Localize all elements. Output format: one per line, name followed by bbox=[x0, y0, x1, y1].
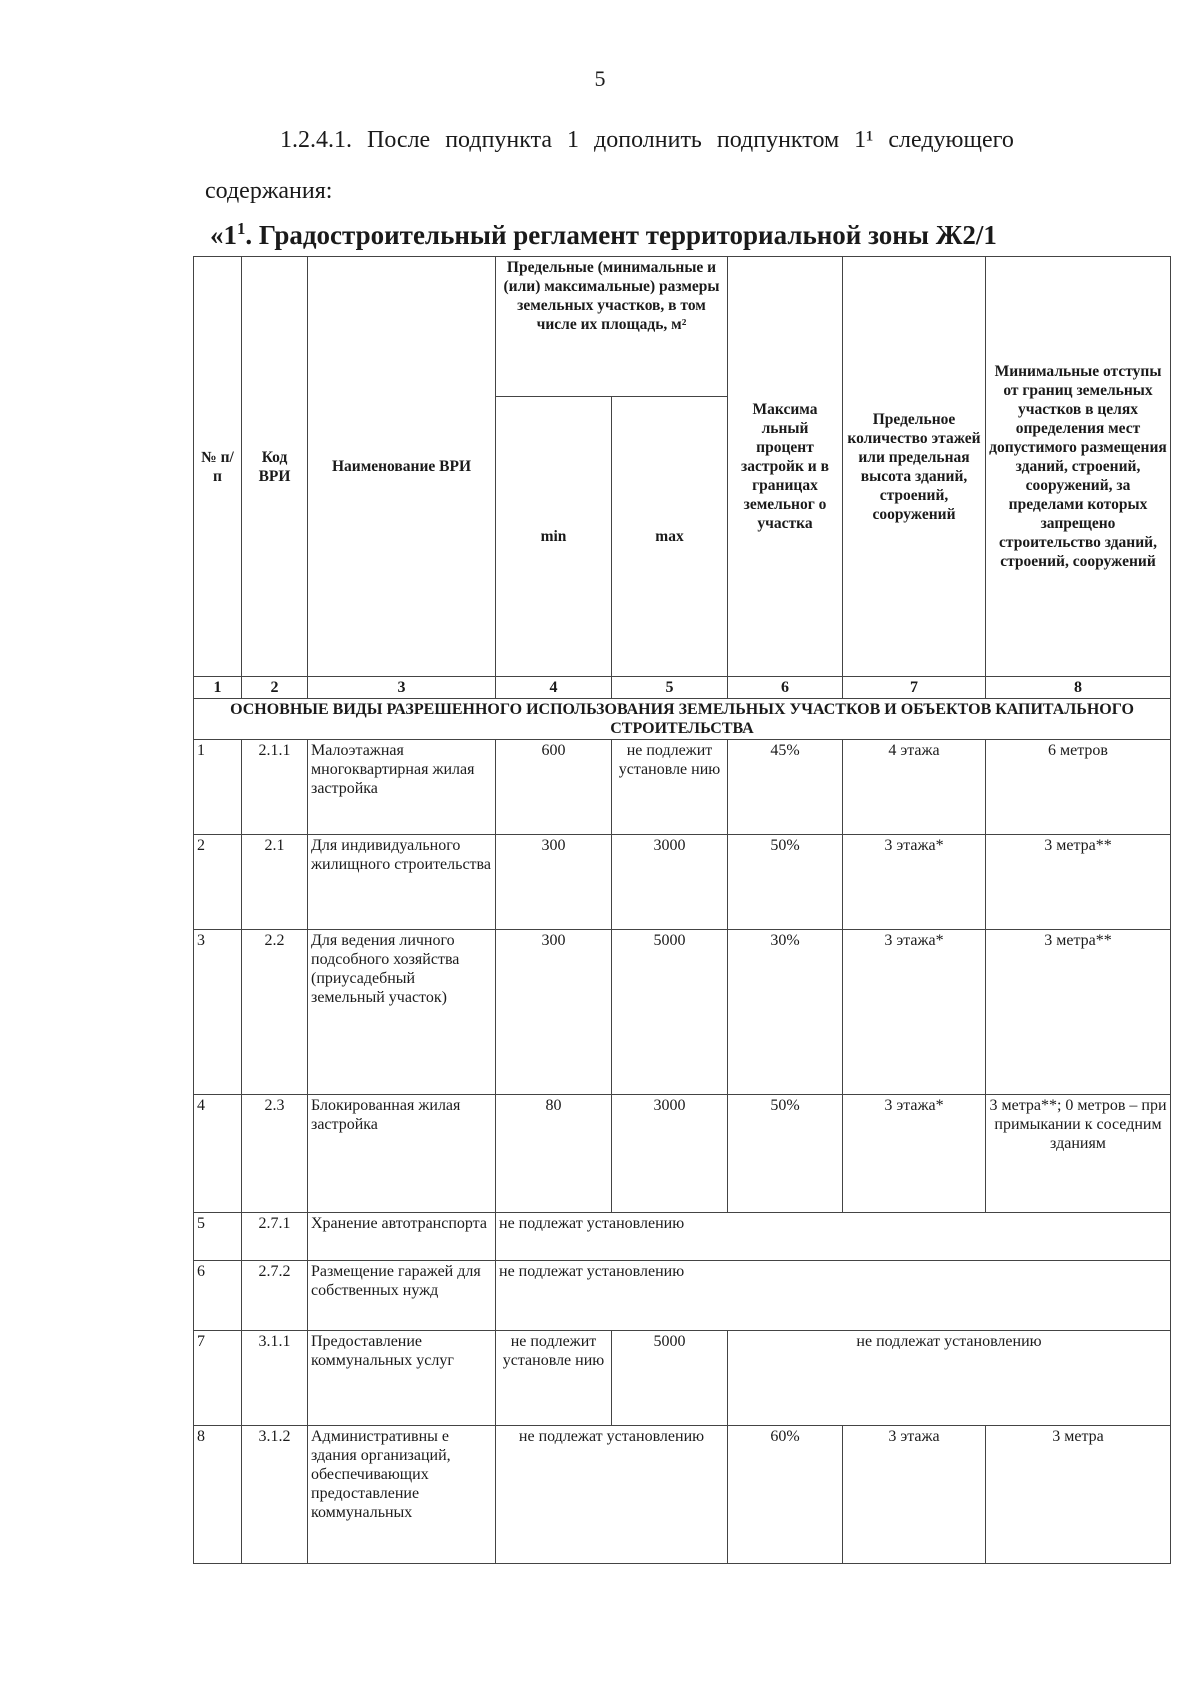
cell-num: 3 bbox=[194, 930, 242, 1095]
cell-max: 3000 bbox=[612, 835, 728, 930]
column-number: 4 bbox=[496, 677, 612, 699]
table-row bbox=[194, 1213, 1171, 1261]
regulation-table bbox=[193, 256, 1171, 1564]
cell-min: не подлежит установле нию bbox=[496, 1331, 612, 1426]
cell-num: 7 bbox=[194, 1331, 242, 1426]
cell-name: Для индивидуального жилищного строительства bbox=[308, 835, 496, 930]
cell-floors: 3 этажа* bbox=[843, 835, 986, 930]
cell-merged-value: не подлежат установлению bbox=[728, 1331, 1171, 1426]
cell-num: 8 bbox=[194, 1426, 242, 1564]
cell-floors: 3 этажа bbox=[843, 1426, 986, 1564]
cell-min: 300 bbox=[496, 930, 612, 1095]
heading-superscript: 1 bbox=[237, 219, 246, 238]
cell-floors: 4 этажа bbox=[843, 740, 986, 835]
cell-setback: 3 метра bbox=[986, 1426, 1171, 1564]
cell-code: 3.1.2 bbox=[242, 1426, 308, 1564]
cell-setback: 3 метра**; 0 метров – при примыкании к соседним зданиям bbox=[986, 1095, 1171, 1213]
table-row bbox=[194, 1261, 1171, 1331]
table-row bbox=[194, 930, 1171, 1095]
cell-name: Хранение автотранспорта bbox=[308, 1213, 496, 1261]
cell-name: Размещение гаражей для собственных нужд bbox=[308, 1261, 496, 1331]
intro-paragraph: 1.2.4.1. После подпункта 1 дополнить подпунктом 1¹ следующего bbox=[280, 127, 1014, 153]
cell-name: Малоэтажная многоквартирная жилая застройка bbox=[308, 740, 496, 835]
cell-name: Блокированная жилая застройка bbox=[308, 1095, 496, 1213]
cell-num: 5 bbox=[194, 1213, 242, 1261]
cell-percent: 60% bbox=[728, 1426, 843, 1564]
intro-paragraph-continuation: содержания: bbox=[205, 178, 333, 204]
cell-minmax-merged: не подлежат установлению bbox=[496, 1426, 728, 1564]
cell-max: 5000 bbox=[612, 1331, 728, 1426]
cell-floors: 3 этажа* bbox=[843, 1095, 986, 1213]
header-size-group: Предельные (минимальные и (или) максимальные) размеры земельных участков, в том числе их площадь, м² bbox=[496, 257, 728, 397]
section-row bbox=[194, 699, 1171, 740]
cell-name: Для ведения личного подсобного хозяйства (приусадебный земельный участок) bbox=[308, 930, 496, 1095]
cell-num: 2 bbox=[194, 835, 242, 930]
column-number: 6 bbox=[728, 677, 843, 699]
cell-code: 2.7.2 bbox=[242, 1261, 308, 1331]
cell-percent: 30% bbox=[728, 930, 843, 1095]
header-code: Код ВРИ bbox=[242, 257, 308, 677]
cell-percent: 45% bbox=[728, 740, 843, 835]
cell-max: не подлежит установле нию bbox=[612, 740, 728, 835]
header-percent: Максима льный процент застройк и в границах земельног о участка bbox=[728, 257, 843, 677]
table-row bbox=[194, 835, 1171, 930]
cell-min: 600 bbox=[496, 740, 612, 835]
cell-code: 2.1.1 bbox=[242, 740, 308, 835]
cell-percent: 50% bbox=[728, 1095, 843, 1213]
header-num: № п/п bbox=[194, 257, 242, 677]
page-number: 5 bbox=[594, 66, 606, 91]
cell-setback: 6 метров bbox=[986, 740, 1171, 835]
column-number: 5 bbox=[612, 677, 728, 699]
header-name: Наименование ВРИ bbox=[308, 257, 496, 677]
cell-num: 6 bbox=[194, 1261, 242, 1331]
cell-code: 2.3 bbox=[242, 1095, 308, 1213]
cell-setback: 3 метра** bbox=[986, 930, 1171, 1095]
cell-max: 5000 bbox=[612, 930, 728, 1095]
column-number: 7 bbox=[843, 677, 986, 699]
cell-code: 2.1 bbox=[242, 835, 308, 930]
table-row bbox=[194, 740, 1171, 835]
cell-code: 2.2 bbox=[242, 930, 308, 1095]
cell-num: 1 bbox=[194, 740, 242, 835]
heading-prefix: «1 bbox=[210, 220, 237, 250]
cell-max: 3000 bbox=[612, 1095, 728, 1213]
column-number: 2 bbox=[242, 677, 308, 699]
cell-percent: 50% bbox=[728, 835, 843, 930]
cell-merged-value: не подлежат установлению bbox=[496, 1261, 1171, 1331]
column-number: 8 bbox=[986, 677, 1171, 699]
cell-num: 4 bbox=[194, 1095, 242, 1213]
column-number: 1 bbox=[194, 677, 242, 699]
heading-text: . Градостроительный регламент территориальной зоны Ж2/1 bbox=[245, 220, 997, 250]
cell-setback: 3 метра** bbox=[986, 835, 1171, 930]
table-row bbox=[194, 1331, 1171, 1426]
cell-name: Административны е здания организаций, обеспечивающих предоставление коммунальных bbox=[308, 1426, 496, 1564]
header-max: max bbox=[612, 397, 728, 677]
section-heading bbox=[210, 220, 1170, 251]
cell-code: 2.7.1 bbox=[242, 1213, 308, 1261]
header-floors: Предельное количество этажей или предельная высота зданий, строений, сооружений bbox=[843, 257, 986, 677]
column-number: 3 bbox=[308, 677, 496, 699]
header-setback: Минимальные отступы от границ земельных участков в целях определения мест допустимого размещения зданий, строений, сооружений, за пределами которых запрещено строительство зданий, строений, сооружений bbox=[986, 257, 1171, 677]
header-row bbox=[194, 257, 1171, 397]
cell-floors: 3 этажа* bbox=[843, 930, 986, 1095]
header-min: min bbox=[496, 397, 612, 677]
table-row bbox=[194, 1095, 1171, 1213]
cell-name: Предоставление коммунальных услуг bbox=[308, 1331, 496, 1426]
section-title: ОСНОВНЫЕ ВИДЫ РАЗРЕШЕННОГО ИСПОЛЬЗОВАНИЯ ЗЕМЕЛЬНЫХ УЧАСТКОВ И ОБЪЕКТОВ КАПИТАЛЬНОГО СТРОИТЕЛЬСТВА bbox=[194, 699, 1171, 740]
table-row bbox=[194, 1426, 1171, 1564]
cell-code: 3.1.1 bbox=[242, 1331, 308, 1426]
cell-min: 80 bbox=[496, 1095, 612, 1213]
cell-merged-value: не подлежат установлению bbox=[496, 1213, 1171, 1261]
column-number-row bbox=[194, 677, 1171, 699]
cell-min: 300 bbox=[496, 835, 612, 930]
